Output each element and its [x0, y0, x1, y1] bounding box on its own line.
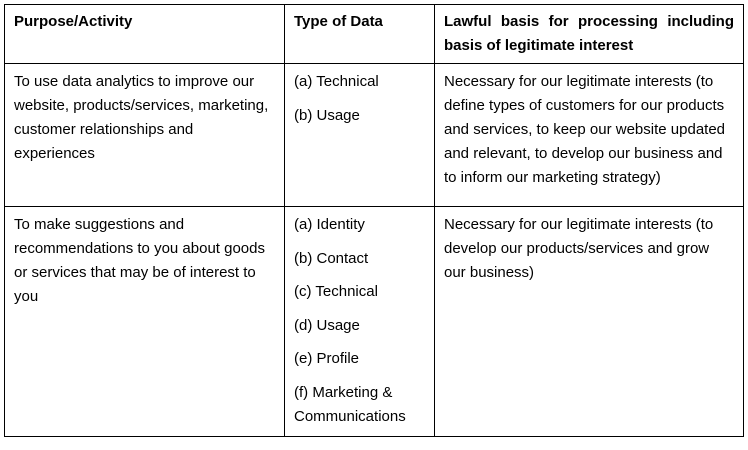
data-type-item: (d) Usage	[294, 316, 360, 334]
data-type-item: (f) Marketing & Communications	[294, 383, 406, 425]
data-types-cell	[285, 64, 435, 207]
table-header-row	[5, 5, 744, 64]
data-type-item: (b) Usage	[294, 106, 360, 124]
data-type-item: (e) Profile	[294, 350, 360, 367]
lawful-basis-cell: Necessary for our legitimate interests (to develop our products/services and grow our business)	[435, 207, 744, 437]
table-row	[5, 64, 744, 207]
lawful-basis-cell: Necessary for our legitimate interests (to define types of customers for our products and services, to keep our website updated and relevant, to develop our business and to inform our marketing strategy)	[435, 64, 744, 207]
table-row	[5, 207, 744, 437]
header-purpose-activity: Purpose/Activity	[5, 5, 285, 64]
data-type-item: (a) Identity	[294, 216, 365, 233]
header-type-of-data: Type of Data	[285, 5, 435, 64]
purpose-cell: To make suggestions and recommendations to you about goods or services that may be of interest to you	[5, 207, 285, 437]
data-types-cell	[285, 207, 435, 437]
purpose-cell: To use data analytics to improve our website, products/services, marketing, customer relationships and experiences	[5, 64, 285, 207]
data-type-item: (b) Contact	[294, 249, 369, 267]
lawful-basis-table	[4, 4, 744, 437]
data-type-item: (a) Technical	[294, 73, 379, 90]
data-type-item: (c) Technical	[294, 283, 378, 300]
header-lawful-basis: Lawful basis for processing including basis of legitimate interest	[435, 5, 744, 64]
